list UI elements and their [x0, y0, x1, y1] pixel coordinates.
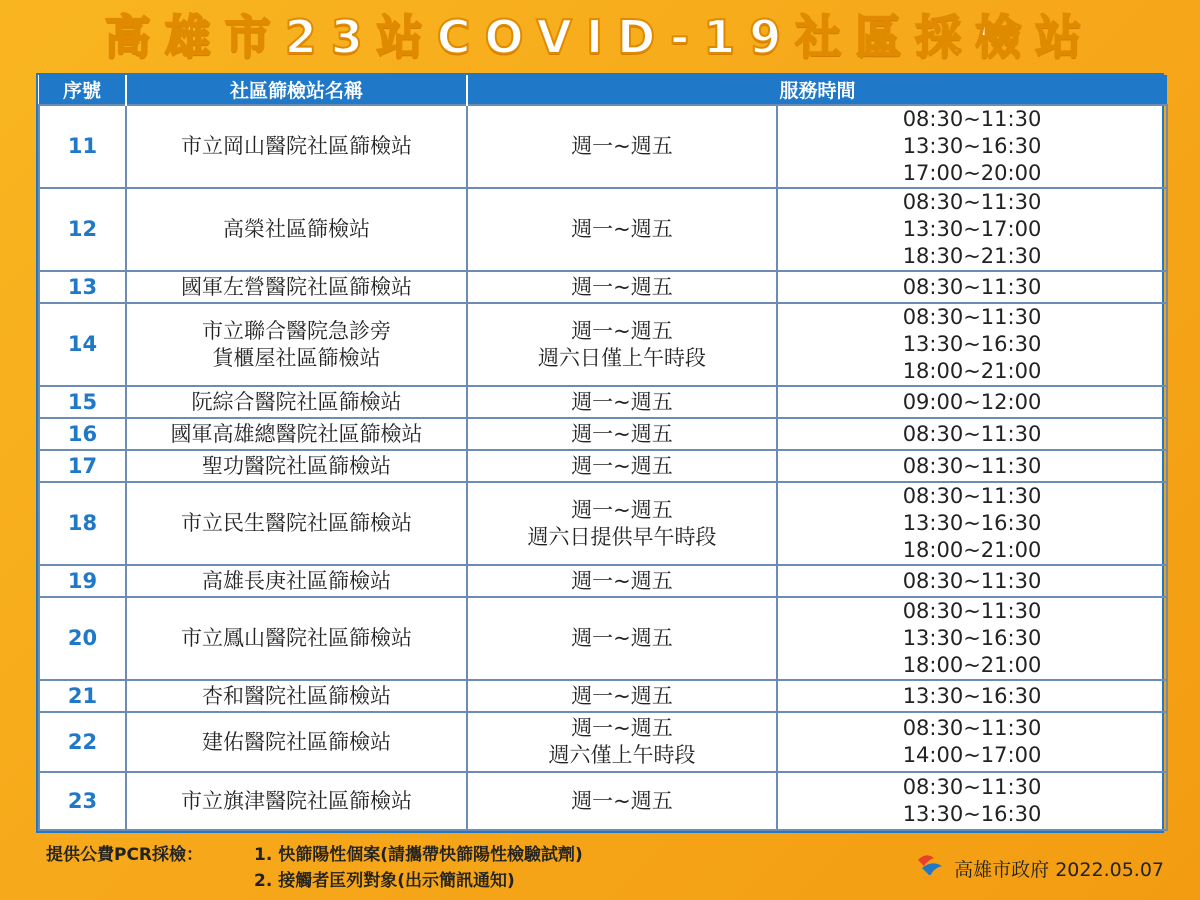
table-row: [39, 450, 1167, 482]
service-days-line: 週一~週五: [571, 716, 673, 740]
station-name-line: 聖功醫院社區篩檢站: [202, 453, 391, 478]
screening-stations-table: [36, 73, 1164, 833]
station-name: [126, 188, 467, 271]
service-times-line: 08:30~11:30: [902, 421, 1042, 446]
station-name: [126, 712, 467, 772]
service-days: [467, 188, 777, 271]
org-date: 高雄市政府 2022.05.07: [954, 858, 1164, 881]
station-name-line: 市立鳳山醫院社區篩檢站: [181, 626, 412, 650]
service-times: [777, 271, 1167, 303]
service-times-line: 08:30~11:30: [902, 599, 1042, 623]
service-times-line: 13:30~16:30: [902, 134, 1042, 158]
station-name-line: 市立民生醫院社區篩檢站: [181, 511, 412, 535]
table-row: [39, 712, 1167, 772]
service-times: [777, 450, 1167, 482]
service-times: [777, 188, 1167, 271]
station-number: 18: [39, 482, 126, 565]
service-times-line: 08:30~11:30: [902, 305, 1042, 329]
service-times-line: 08:30~11:30: [902, 190, 1042, 214]
service-days: [467, 418, 777, 450]
table-row: [39, 482, 1167, 565]
service-days-line: 週一~週五: [571, 453, 673, 478]
service-days-line: 週一~週五: [571, 626, 673, 650]
station-number: 22: [39, 712, 126, 772]
service-days: [467, 565, 777, 597]
table-row: [39, 303, 1167, 386]
service-times-line: 18:00~21:00: [902, 538, 1042, 562]
header-service: 服務時間: [467, 75, 1167, 105]
station-name: [126, 597, 467, 680]
service-times-line: 18:00~21:00: [902, 653, 1042, 677]
station-number: 12: [39, 188, 126, 271]
station-number: 14: [39, 303, 126, 386]
service-times-line: 13:30~16:30: [902, 626, 1042, 650]
footer-org: [912, 850, 1164, 886]
station-name-line: 杏和醫院社區篩檢站: [202, 683, 391, 708]
station-name-line: 市立岡山醫院社區篩檢站: [181, 134, 412, 158]
service-times-line: 08:30~11:30: [902, 568, 1042, 593]
service-days: [467, 271, 777, 303]
service-days-line: 週一~週五: [571, 497, 673, 522]
table-header-row: [39, 75, 1167, 105]
service-times-line: 08:30~11:30: [902, 775, 1042, 799]
table-row: [39, 565, 1167, 597]
station-name-line: 國軍高雄總醫院社區篩檢站: [170, 421, 423, 446]
service-times: [777, 105, 1167, 188]
service-days-line: 週一~週五: [571, 389, 673, 414]
service-times: [777, 418, 1167, 450]
table-row: [39, 680, 1167, 712]
station-number: 17: [39, 450, 126, 482]
service-times-line: 13:30~16:30: [902, 332, 1042, 356]
station-name-line: 市立聯合醫院急診旁: [202, 318, 391, 343]
footer-note: [46, 842, 583, 894]
station-name: [126, 565, 467, 597]
service-times: [777, 597, 1167, 680]
service-days: [467, 386, 777, 418]
station-name: [126, 386, 467, 418]
service-days-line: 週一~週五: [571, 568, 673, 593]
service-days: [467, 303, 777, 386]
service-times-line: 13:30~17:00: [902, 217, 1042, 241]
footer-item-1: 1. 快篩陽性個案(請攜帶快篩陽性檢驗試劑): [254, 845, 583, 865]
service-days: [467, 105, 777, 188]
station-name: [126, 680, 467, 712]
page-title: 高雄市23站COVID-19社區採檢站: [104, 10, 1096, 64]
station-number: 15: [39, 386, 126, 418]
service-days: [467, 712, 777, 772]
service-times: [777, 712, 1167, 772]
service-times-line: 17:00~20:00: [902, 161, 1042, 185]
table-row: [39, 386, 1167, 418]
station-name: [126, 482, 467, 565]
service-days-line: 週一~週五: [571, 217, 673, 241]
table-row: [39, 105, 1167, 188]
service-days-line: 週六日僅上午時段: [538, 345, 706, 370]
station-number: 23: [39, 772, 126, 830]
station-name: [126, 105, 467, 188]
service-times-line: 14:00~17:00: [902, 743, 1042, 767]
kaohsiung-logo-icon: [912, 850, 948, 886]
service-days: [467, 597, 777, 680]
footer-item-2: 2. 接觸者匡列對象(出示簡訊通知): [254, 871, 515, 891]
service-days: [467, 482, 777, 565]
service-times: [777, 482, 1167, 565]
service-days: [467, 772, 777, 830]
station-name-line: 高雄長庚社區篩檢站: [202, 568, 391, 593]
service-days-line: 週一~週五: [571, 421, 673, 446]
service-days-line: 週六僅上午時段: [548, 743, 696, 767]
footer-label: 提供公費PCR採檢：: [46, 845, 204, 865]
station-number: 11: [39, 105, 126, 188]
header-name: 社區篩檢站名稱: [126, 75, 467, 105]
service-times-line: 18:00~21:00: [902, 359, 1042, 383]
station-number: 21: [39, 680, 126, 712]
service-times: [777, 680, 1167, 712]
service-days: [467, 680, 777, 712]
service-days-line: 週一~週五: [571, 274, 673, 299]
service-times-line: 08:30~11:30: [902, 274, 1042, 299]
station-name: [126, 303, 467, 386]
station-name-line: 市立旗津醫院社區篩檢站: [181, 788, 412, 813]
service-times: [777, 386, 1167, 418]
service-times: [777, 565, 1167, 597]
service-times-line: 13:30~16:30: [902, 802, 1042, 826]
station-number: 19: [39, 565, 126, 597]
service-times-line: 08:30~11:30: [902, 453, 1042, 478]
service-days-line: 週一~週五: [571, 134, 673, 158]
table-row: [39, 418, 1167, 450]
service-times-line: 09:00~12:00: [902, 389, 1042, 414]
station-number: 20: [39, 597, 126, 680]
service-times-line: 18:30~21:30: [902, 244, 1042, 268]
service-times-line: 13:30~16:30: [902, 683, 1042, 708]
service-times-line: 08:30~11:30: [902, 484, 1042, 508]
station-name: [126, 418, 467, 450]
header-num: 序號: [39, 75, 126, 105]
service-times-line: 08:30~11:30: [902, 107, 1042, 131]
service-times: [777, 772, 1167, 830]
station-number: 16: [39, 418, 126, 450]
service-days-line: 週一~週五: [571, 788, 673, 813]
station-name: [126, 271, 467, 303]
table-row: [39, 772, 1167, 830]
service-days: [467, 450, 777, 482]
station-name-line: 國軍左營醫院社區篩檢站: [181, 274, 412, 299]
station-name: [126, 772, 467, 830]
station-number: 13: [39, 271, 126, 303]
service-days-line: 週一~週五: [571, 318, 673, 343]
service-days-line: 週一~週五: [571, 683, 673, 708]
table-row: [39, 271, 1167, 303]
station-name-line: 高榮社區篩檢站: [223, 217, 370, 241]
table-row: [39, 188, 1167, 271]
service-times: [777, 303, 1167, 386]
station-name-line: 阮綜合醫院社區篩檢站: [191, 389, 402, 414]
station-name-line: 貨櫃屋社區篩檢站: [212, 345, 381, 370]
service-days-line: 週六日提供早午時段: [527, 524, 717, 549]
service-times-line: 08:30~11:30: [902, 716, 1042, 740]
service-times-line: 13:30~16:30: [902, 511, 1042, 535]
table-row: [39, 597, 1167, 680]
station-name: [126, 450, 467, 482]
station-name-line: 建佑醫院社區篩檢站: [202, 729, 391, 754]
